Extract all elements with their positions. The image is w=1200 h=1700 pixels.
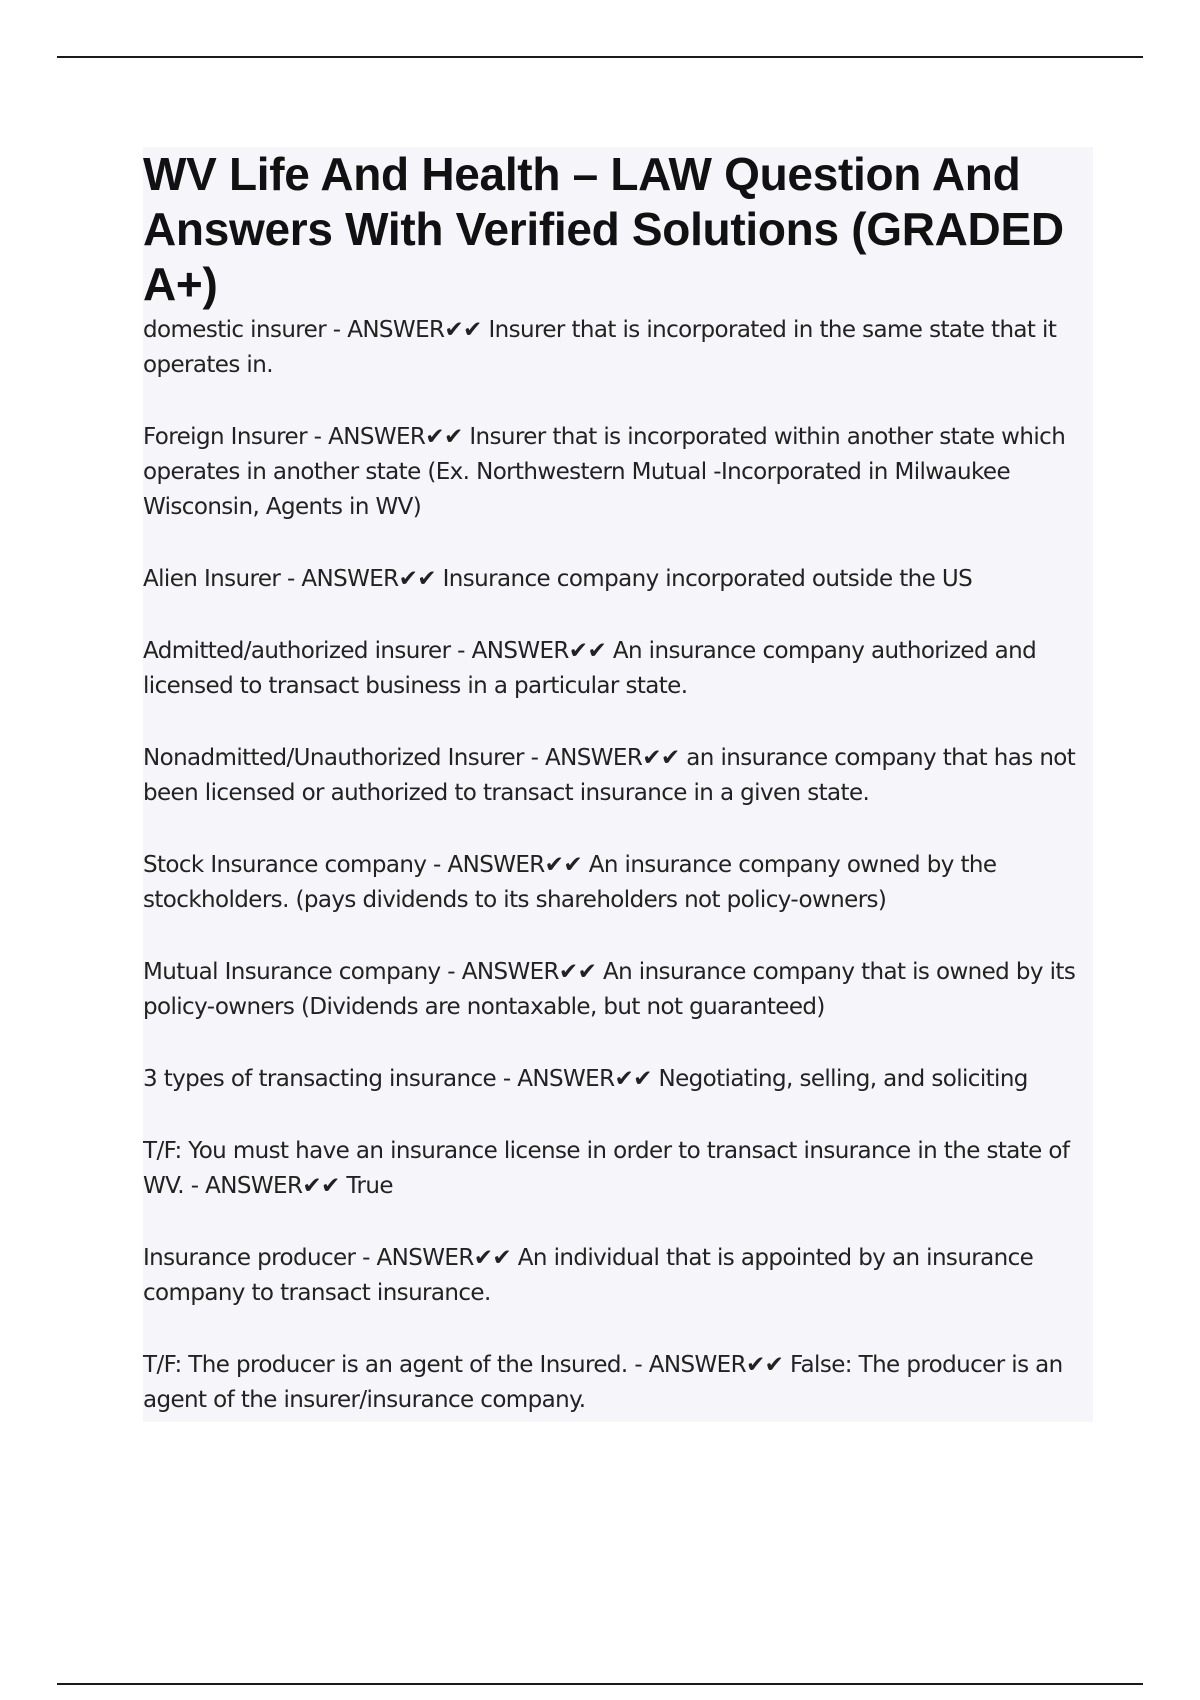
qa-term: Nonadmitted/Unauthorized Insurer xyxy=(143,745,524,771)
answer-marker: ANSWER xyxy=(471,638,569,664)
qa-answer: Insurer that is incorporated in the same state that it operates in. xyxy=(143,317,1057,378)
qa-item: Stock Insurance company - ANSWER✔✔ An insurance company owned by the stockholders. (pays dividends to its shareholders not policy-owners) xyxy=(143,852,997,913)
check-marks-icon: ✔✔ xyxy=(614,1066,652,1092)
qa-term: domestic insurer xyxy=(143,317,327,343)
qa-term: Alien Insurer xyxy=(143,566,281,592)
bottom-rule xyxy=(57,1683,1143,1685)
qa-list xyxy=(143,313,1093,1418)
qa-answer: An individual that is appointed by an insurance company to transact insurance. xyxy=(143,1245,1034,1306)
qa-item: T/F: You must have an insurance license in order to transact insurance in the state of WV. - ANSWER✔✔ True xyxy=(143,1138,1070,1199)
qa-term: 3 types of transacting insurance xyxy=(143,1066,497,1092)
qa-item: T/F: The producer is an agent of the Insured. - ANSWER✔✔ False: The producer is an agent of the insurer/insurance company. xyxy=(143,1352,1063,1413)
answer-marker: ANSWER xyxy=(517,1066,615,1092)
qa-item: domestic insurer - ANSWER✔✔ Insurer that is incorporated in the same state that it operates in. xyxy=(143,317,1057,378)
check-marks-icon: ✔✔ xyxy=(425,424,463,450)
check-marks-icon: ✔✔ xyxy=(444,317,482,343)
check-marks-icon: ✔✔ xyxy=(544,852,582,878)
check-marks-icon: ✔✔ xyxy=(745,1352,784,1378)
answer-marker: ANSWER xyxy=(376,1245,474,1271)
qa-item: 3 types of transacting insurance - ANSWER✔✔ Negotiating, selling, and soliciting xyxy=(143,1066,1028,1092)
check-marks-icon: ✔✔ xyxy=(302,1173,340,1199)
qa-answer: An insurance company authorized and licensed to transact business in a particular state. xyxy=(143,638,1037,699)
check-marks-icon: ✔✔ xyxy=(642,745,680,771)
check-marks-icon: ✔✔ xyxy=(558,959,597,985)
qa-answer: Negotiating, selling, and soliciting xyxy=(658,1066,1028,1092)
qa-term: Insurance producer xyxy=(143,1245,356,1271)
check-marks-icon: ✔✔ xyxy=(473,1245,512,1271)
qa-term: Stock Insurance company xyxy=(143,852,427,878)
check-marks-icon: ✔✔ xyxy=(568,638,607,664)
answer-marker: ANSWER xyxy=(301,566,399,592)
document-title: WV Life And Health – LAW Question And Answers With Verified Solutions (GRADED A+) xyxy=(143,148,1064,310)
check-marks-icon: ✔✔ xyxy=(398,566,436,592)
answer-marker: ANSWER xyxy=(347,317,445,343)
qa-item: Foreign Insurer - ANSWER✔✔ Insurer that is incorporated within another state which operates in another state (Ex. Northwestern Mutual -Incorporated in Milwaukee Wisconsin, Agents in WV) xyxy=(143,424,1066,520)
qa-term: Mutual Insurance company xyxy=(143,959,441,985)
qa-term: T/F: The producer is an agent of the Insured. xyxy=(143,1352,628,1378)
answer-marker: ANSWER xyxy=(648,1352,746,1378)
qa-answer: True xyxy=(346,1173,393,1199)
qa-item: Admitted/authorized insurer - ANSWER✔✔ An insurance company authorized and licensed to transact business in a particular state. xyxy=(143,638,1037,699)
qa-answer: an insurance company that has not been licensed or authorized to transact insurance in a given state. xyxy=(143,745,1076,806)
qa-answer: An insurance company that is owned by its policy-owners (Dividends are nontaxable, but not guaranteed) xyxy=(143,959,1076,1020)
answer-marker: ANSWER xyxy=(205,1173,303,1199)
qa-answer: Insurer that is incorporated within another state which operates in another state (Ex. Northwestern Mutual -Incorporated in Milwaukee Wisconsin, Agents in WV) xyxy=(143,424,1066,520)
answer-marker: ANSWER xyxy=(447,852,545,878)
qa-item: Nonadmitted/Unauthorized Insurer - ANSWER✔✔ an insurance company that has not been licensed or authorized to transact insurance in a given state. xyxy=(143,745,1076,806)
qa-item: Insurance producer - ANSWER✔✔ An individual that is appointed by an insurance company to transact insurance. xyxy=(143,1245,1034,1306)
qa-answer: An insurance company owned by the stockholders. (pays dividends to its shareholders not policy-owners) xyxy=(143,852,997,913)
qa-item: Alien Insurer - ANSWER✔✔ Insurance company incorporated outside the US xyxy=(143,566,973,592)
qa-item: Mutual Insurance company - ANSWER✔✔ An insurance company that is owned by its policy-owners (Dividends are nontaxable, but not guaranteed) xyxy=(143,959,1076,1020)
qa-term: Foreign Insurer xyxy=(143,424,307,450)
answer-marker: ANSWER xyxy=(328,424,426,450)
qa-term: T/F: You must have an insurance license in order to transact insurance in the state of WV. xyxy=(143,1138,1070,1199)
qa-term: Admitted/authorized insurer xyxy=(143,638,451,664)
top-rule xyxy=(57,56,1143,58)
answer-marker: ANSWER xyxy=(461,959,559,985)
qa-answer: False: The producer is an agent of the insurer/insurance company. xyxy=(143,1352,1063,1413)
document-content xyxy=(143,147,1093,1422)
qa-answer: Insurance company incorporated outside the US xyxy=(442,566,973,592)
answer-marker: ANSWER xyxy=(545,745,643,771)
